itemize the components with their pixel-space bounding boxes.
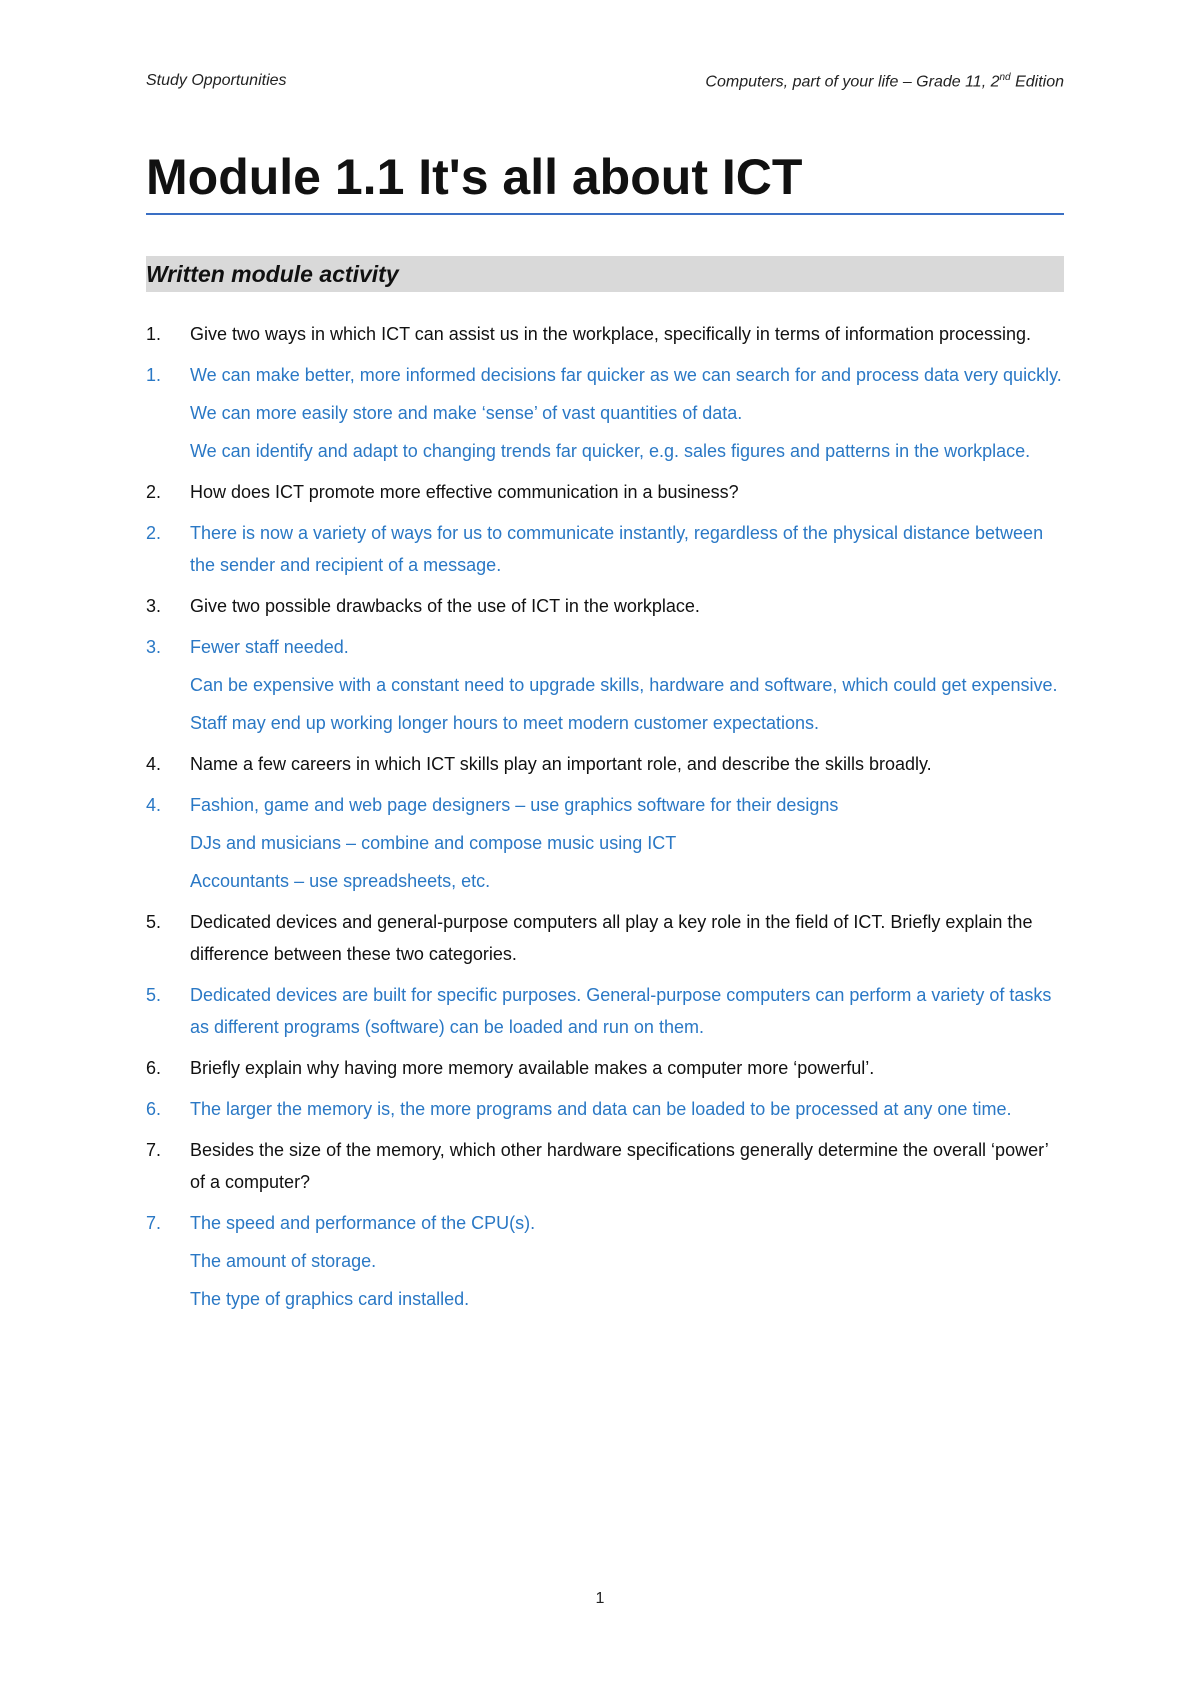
- item-number: 4.: [146, 795, 162, 815]
- header-left: Study Opportunities: [146, 72, 287, 89]
- answer-item: [146, 979, 1064, 1043]
- item-number: 5.: [146, 985, 162, 1005]
- answer-item: [146, 517, 1064, 581]
- item-number: 3.: [146, 637, 162, 657]
- answer-text: We can identify and adapt to changing trends far quicker, e.g. sales figures and patterns in the workplace.: [190, 441, 1031, 461]
- item-number: 1.: [146, 365, 162, 385]
- answer-item: [146, 1207, 1064, 1315]
- item-number: 2.: [146, 482, 162, 502]
- answer-item: [146, 359, 1064, 467]
- page-header: [146, 72, 1064, 94]
- question-item: [146, 748, 1064, 780]
- question-text: Briefly explain why having more memory available makes a computer more ‘powerful’.: [190, 1058, 875, 1078]
- answer-item: [146, 789, 1064, 897]
- answer-text: We can make better, more informed decisions far quicker as we can search for and process data very quickly.: [190, 365, 1062, 385]
- question-text: Name a few careers in which ICT skills play an important role, and describe the skills broadly.: [190, 754, 932, 774]
- answer-text: Staff may end up working longer hours to meet modern customer expectations.: [190, 713, 819, 733]
- header-right: [705, 72, 1064, 91]
- answer-text: There is now a variety of ways for us to communicate instantly, regardless of the physical distance between the sender and recipient of a message.: [190, 523, 1044, 575]
- header-right-main: Computers, part of your life – Grade 11, 2: [705, 73, 1000, 91]
- activity-list: [146, 318, 1064, 1324]
- answer-text: DJs and musicians – combine and compose music using ICT: [190, 833, 677, 853]
- answer-text: Dedicated devices are built for specific purposes. General-purpose computers can perform a variety of tasks as different programs (software) can be loaded and run on them.: [190, 985, 1052, 1037]
- section-heading-text: Written module activity: [146, 261, 399, 287]
- answer-text: The larger the memory is, the more programs and data can be loaded to be processed at any one time.: [190, 1099, 1012, 1119]
- answer-text: Can be expensive with a constant need to upgrade skills, hardware and software, which could get expensive.: [190, 675, 1058, 695]
- item-number: 7.: [146, 1140, 162, 1160]
- question-item: [146, 590, 1064, 622]
- question-item: [146, 1134, 1064, 1198]
- page-number: 1: [595, 1590, 605, 1607]
- question-text: Give two possible drawbacks of the use of ICT in the workplace.: [190, 596, 700, 616]
- answer-text: The type of graphics card installed.: [190, 1289, 470, 1309]
- answer-text: The speed and performance of the CPU(s).: [190, 1213, 536, 1233]
- question-item: [146, 318, 1064, 350]
- answer-text: Fashion, game and web page designers – use graphics software for their designs: [190, 795, 839, 815]
- item-number: 4.: [146, 754, 162, 774]
- item-number: 7.: [146, 1213, 162, 1233]
- question-text: Dedicated devices and general-purpose computers all play a key role in the field of ICT. Briefly explain the difference between these two categories.: [190, 912, 1033, 964]
- title-rule: [146, 213, 1064, 215]
- question-text: How does ICT promote more effective communication in a business?: [190, 482, 739, 502]
- question-item: [146, 1052, 1064, 1084]
- header-right-tail: Edition: [1010, 73, 1064, 91]
- header-right-sup: nd: [999, 72, 1011, 83]
- question-text: Besides the size of the memory, which other hardware specifications generally determine the overall ‘power’ of a computer?: [190, 1140, 1049, 1192]
- answer-item: [146, 631, 1064, 739]
- answer-item: [146, 1093, 1064, 1125]
- answer-text: Fewer staff needed.: [190, 637, 349, 657]
- answer-text: Accountants – use spreadsheets, etc.: [190, 871, 491, 891]
- item-number: 5.: [146, 912, 162, 932]
- item-number: 6.: [146, 1099, 162, 1119]
- question-item: [146, 906, 1064, 970]
- item-number: 1.: [146, 324, 162, 344]
- item-number: 3.: [146, 596, 162, 616]
- section-heading: [146, 256, 1064, 292]
- question-item: [146, 476, 1064, 508]
- question-text: Give two ways in which ICT can assist us in the workplace, specifically in terms of information processing.: [190, 324, 1031, 344]
- item-number: 6.: [146, 1058, 162, 1078]
- page-title: Module 1.1 It's all about ICT: [146, 149, 803, 205]
- item-number: 2.: [146, 523, 162, 543]
- answer-text: We can more easily store and make ‘sense’ of vast quantities of data.: [190, 403, 743, 423]
- answer-text: The amount of storage.: [190, 1251, 377, 1271]
